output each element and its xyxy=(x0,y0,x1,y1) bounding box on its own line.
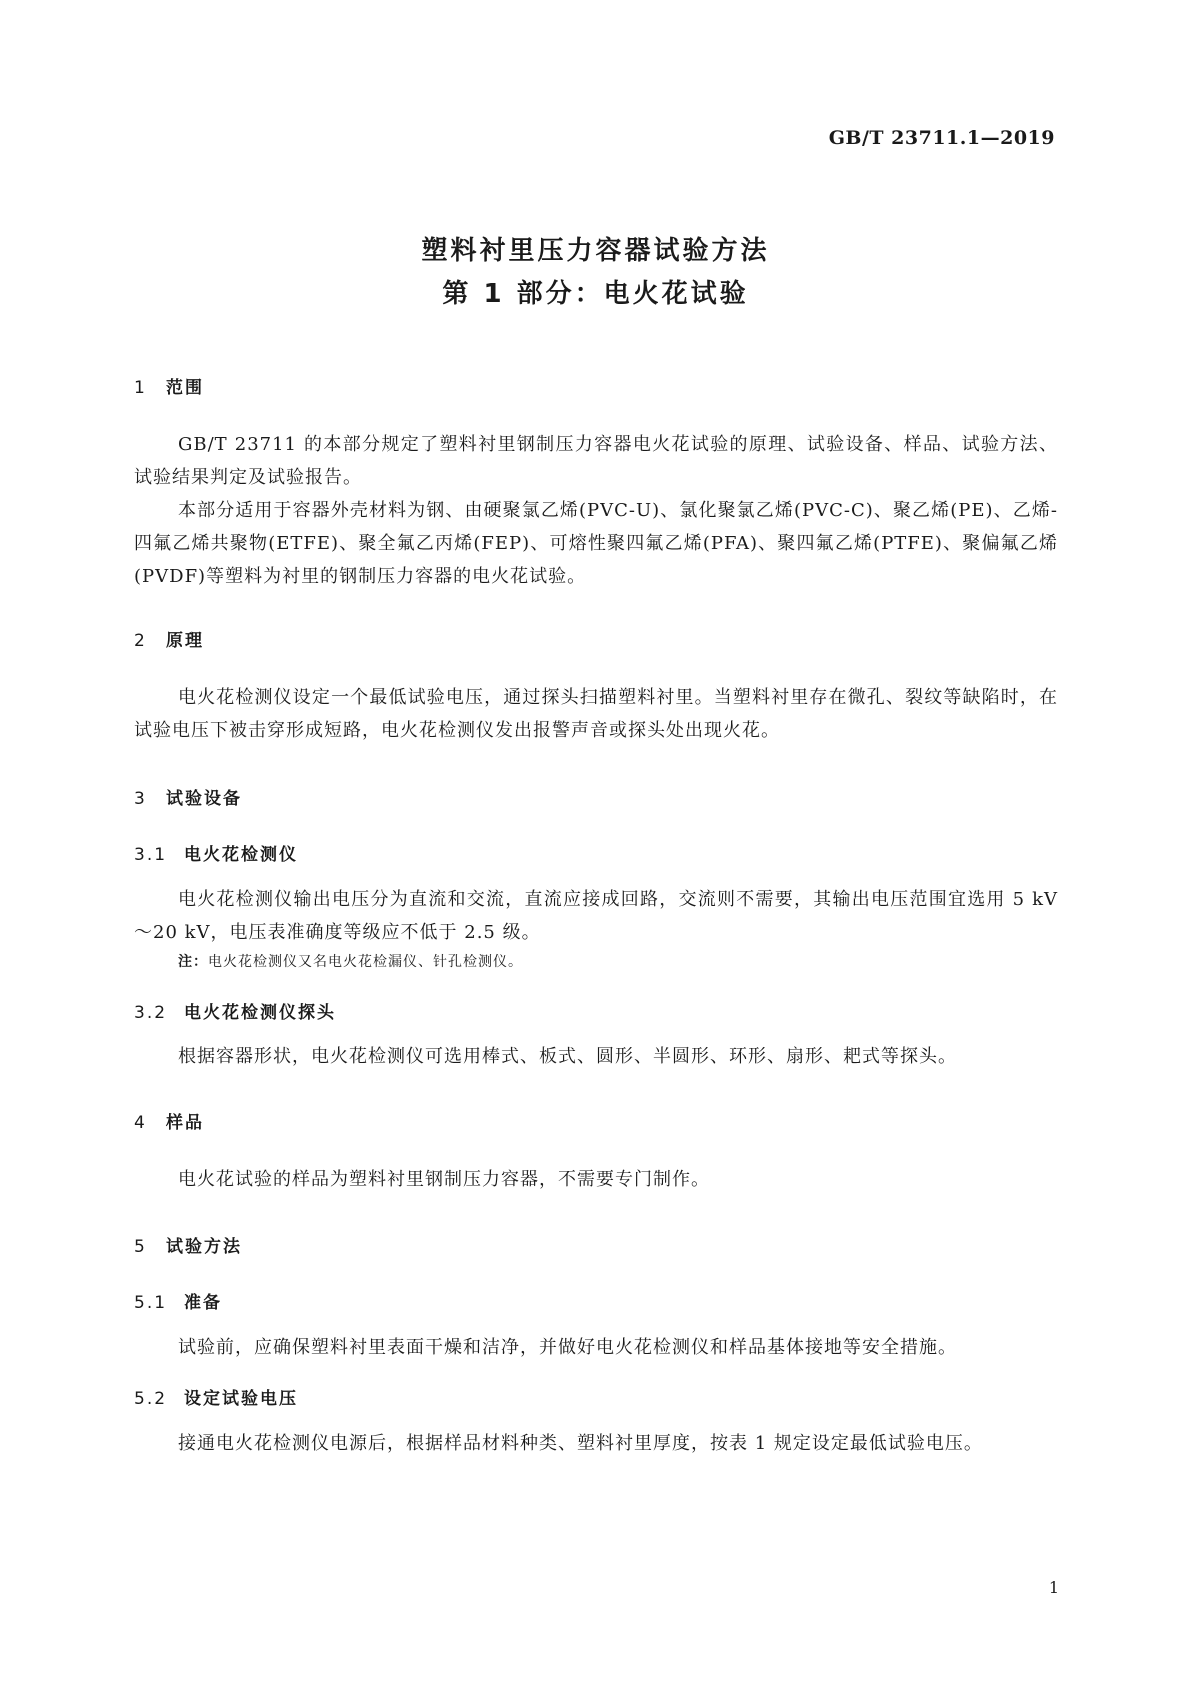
section-number: 5.1 xyxy=(134,1293,168,1313)
section-4-paragraph-1: 电火花试验的样品为塑料衬里钢制压力容器，不需要专门制作。 xyxy=(178,1169,710,1190)
section-3-heading xyxy=(134,784,242,809)
section-title: 电火花检测仪探头 xyxy=(184,1003,336,1023)
section-number: 3.1 xyxy=(134,845,168,865)
section-number: 4 xyxy=(134,1113,147,1133)
standard-code: GB/T 23711.1—2019 xyxy=(828,127,1055,149)
document-subtitle: 第 1 部分：电火花试验 xyxy=(442,279,749,309)
section-4-heading xyxy=(134,1108,204,1133)
section-1-paragraph-1: GB/T 23711 的本部分规定了塑料衬里钢制压力容器电火花试验的原理、试验设备、样品、试验方法、试验结果判定及试验报告。 xyxy=(134,434,1058,488)
section-2-paragraph-1: 电火花检测仪设定一个最低试验电压，通过探头扫描塑料衬里。当塑料衬里存在微孔、裂纹等缺陷时，在试验电压下被击穿形成短路，电火花检测仪发出报警声音或探头处出现火花。 xyxy=(134,687,1058,741)
section-number: 3 xyxy=(134,789,147,809)
section-5-2-heading xyxy=(134,1384,298,1409)
section-number: 3.2 xyxy=(134,1003,168,1023)
section-number: 1 xyxy=(134,378,147,398)
page-number: 1 xyxy=(1048,1578,1059,1597)
section-title: 试验方法 xyxy=(166,1237,242,1257)
section-3-1-heading xyxy=(134,840,298,865)
section-1-paragraph-2: 本部分适用于容器外壳材料为钢、由硬聚氯乙烯(PVC-U)、氯化聚氯乙烯(PVC-C)、聚乙烯(PE)、乙烯-四氟乙烯共聚物(ETFE)、聚全氟乙丙烯(FEP)、可熔性聚四氟乙烯(PFA)、聚四氟乙烯(PTFE)、聚偏氟乙烯(PVDF)等塑料为衬里的钢制压力容器的电火花试验。 xyxy=(134,500,1058,587)
section-number: 5 xyxy=(134,1237,147,1257)
section-title: 电火花检测仪 xyxy=(184,845,298,865)
section-3-2-paragraph-1: 根据容器形状，电火花检测仪可选用棒式、板式、圆形、半圆形、环形、扇形、耙式等探头。 xyxy=(178,1046,957,1067)
section-title: 试验设备 xyxy=(166,789,242,809)
note-label: 注： xyxy=(178,954,208,970)
section-3-2-heading xyxy=(134,998,336,1023)
section-3-1-paragraph-1: 电火花检测仪输出电压分为直流和交流，直流应接成回路，交流则不需要，其输出电压范围宜选用 5 kV～20 kV，电压表准确度等级应不低于 2.5 级。 xyxy=(134,889,1058,943)
section-number: 2 xyxy=(134,631,147,651)
section-5-1-heading xyxy=(134,1288,222,1313)
section-number: 5.2 xyxy=(134,1389,168,1409)
section-title: 准备 xyxy=(184,1293,222,1313)
section-3-1-note xyxy=(178,951,523,971)
section-title: 范围 xyxy=(166,378,204,398)
section-2-heading xyxy=(134,626,204,651)
document-title: 塑料衬里压力容器试验方法 xyxy=(421,236,770,266)
section-5-heading xyxy=(134,1232,242,1257)
note-text: 电火花检测仪又名电火花检漏仪、针孔检测仪。 xyxy=(208,954,523,970)
section-title: 原理 xyxy=(166,631,204,651)
section-title: 样品 xyxy=(166,1113,204,1133)
section-title: 设定试验电压 xyxy=(184,1389,298,1409)
section-5-2-paragraph-1: 接通电火花检测仪电源后，根据样品材料种类、塑料衬里厚度，按表 1 规定设定最低试验电压。 xyxy=(178,1433,983,1454)
section-5-1-paragraph-1: 试验前，应确保塑料衬里表面干燥和洁净，并做好电火花检测仪和样品基体接地等安全措施。 xyxy=(178,1337,957,1358)
section-1-heading xyxy=(134,373,204,398)
